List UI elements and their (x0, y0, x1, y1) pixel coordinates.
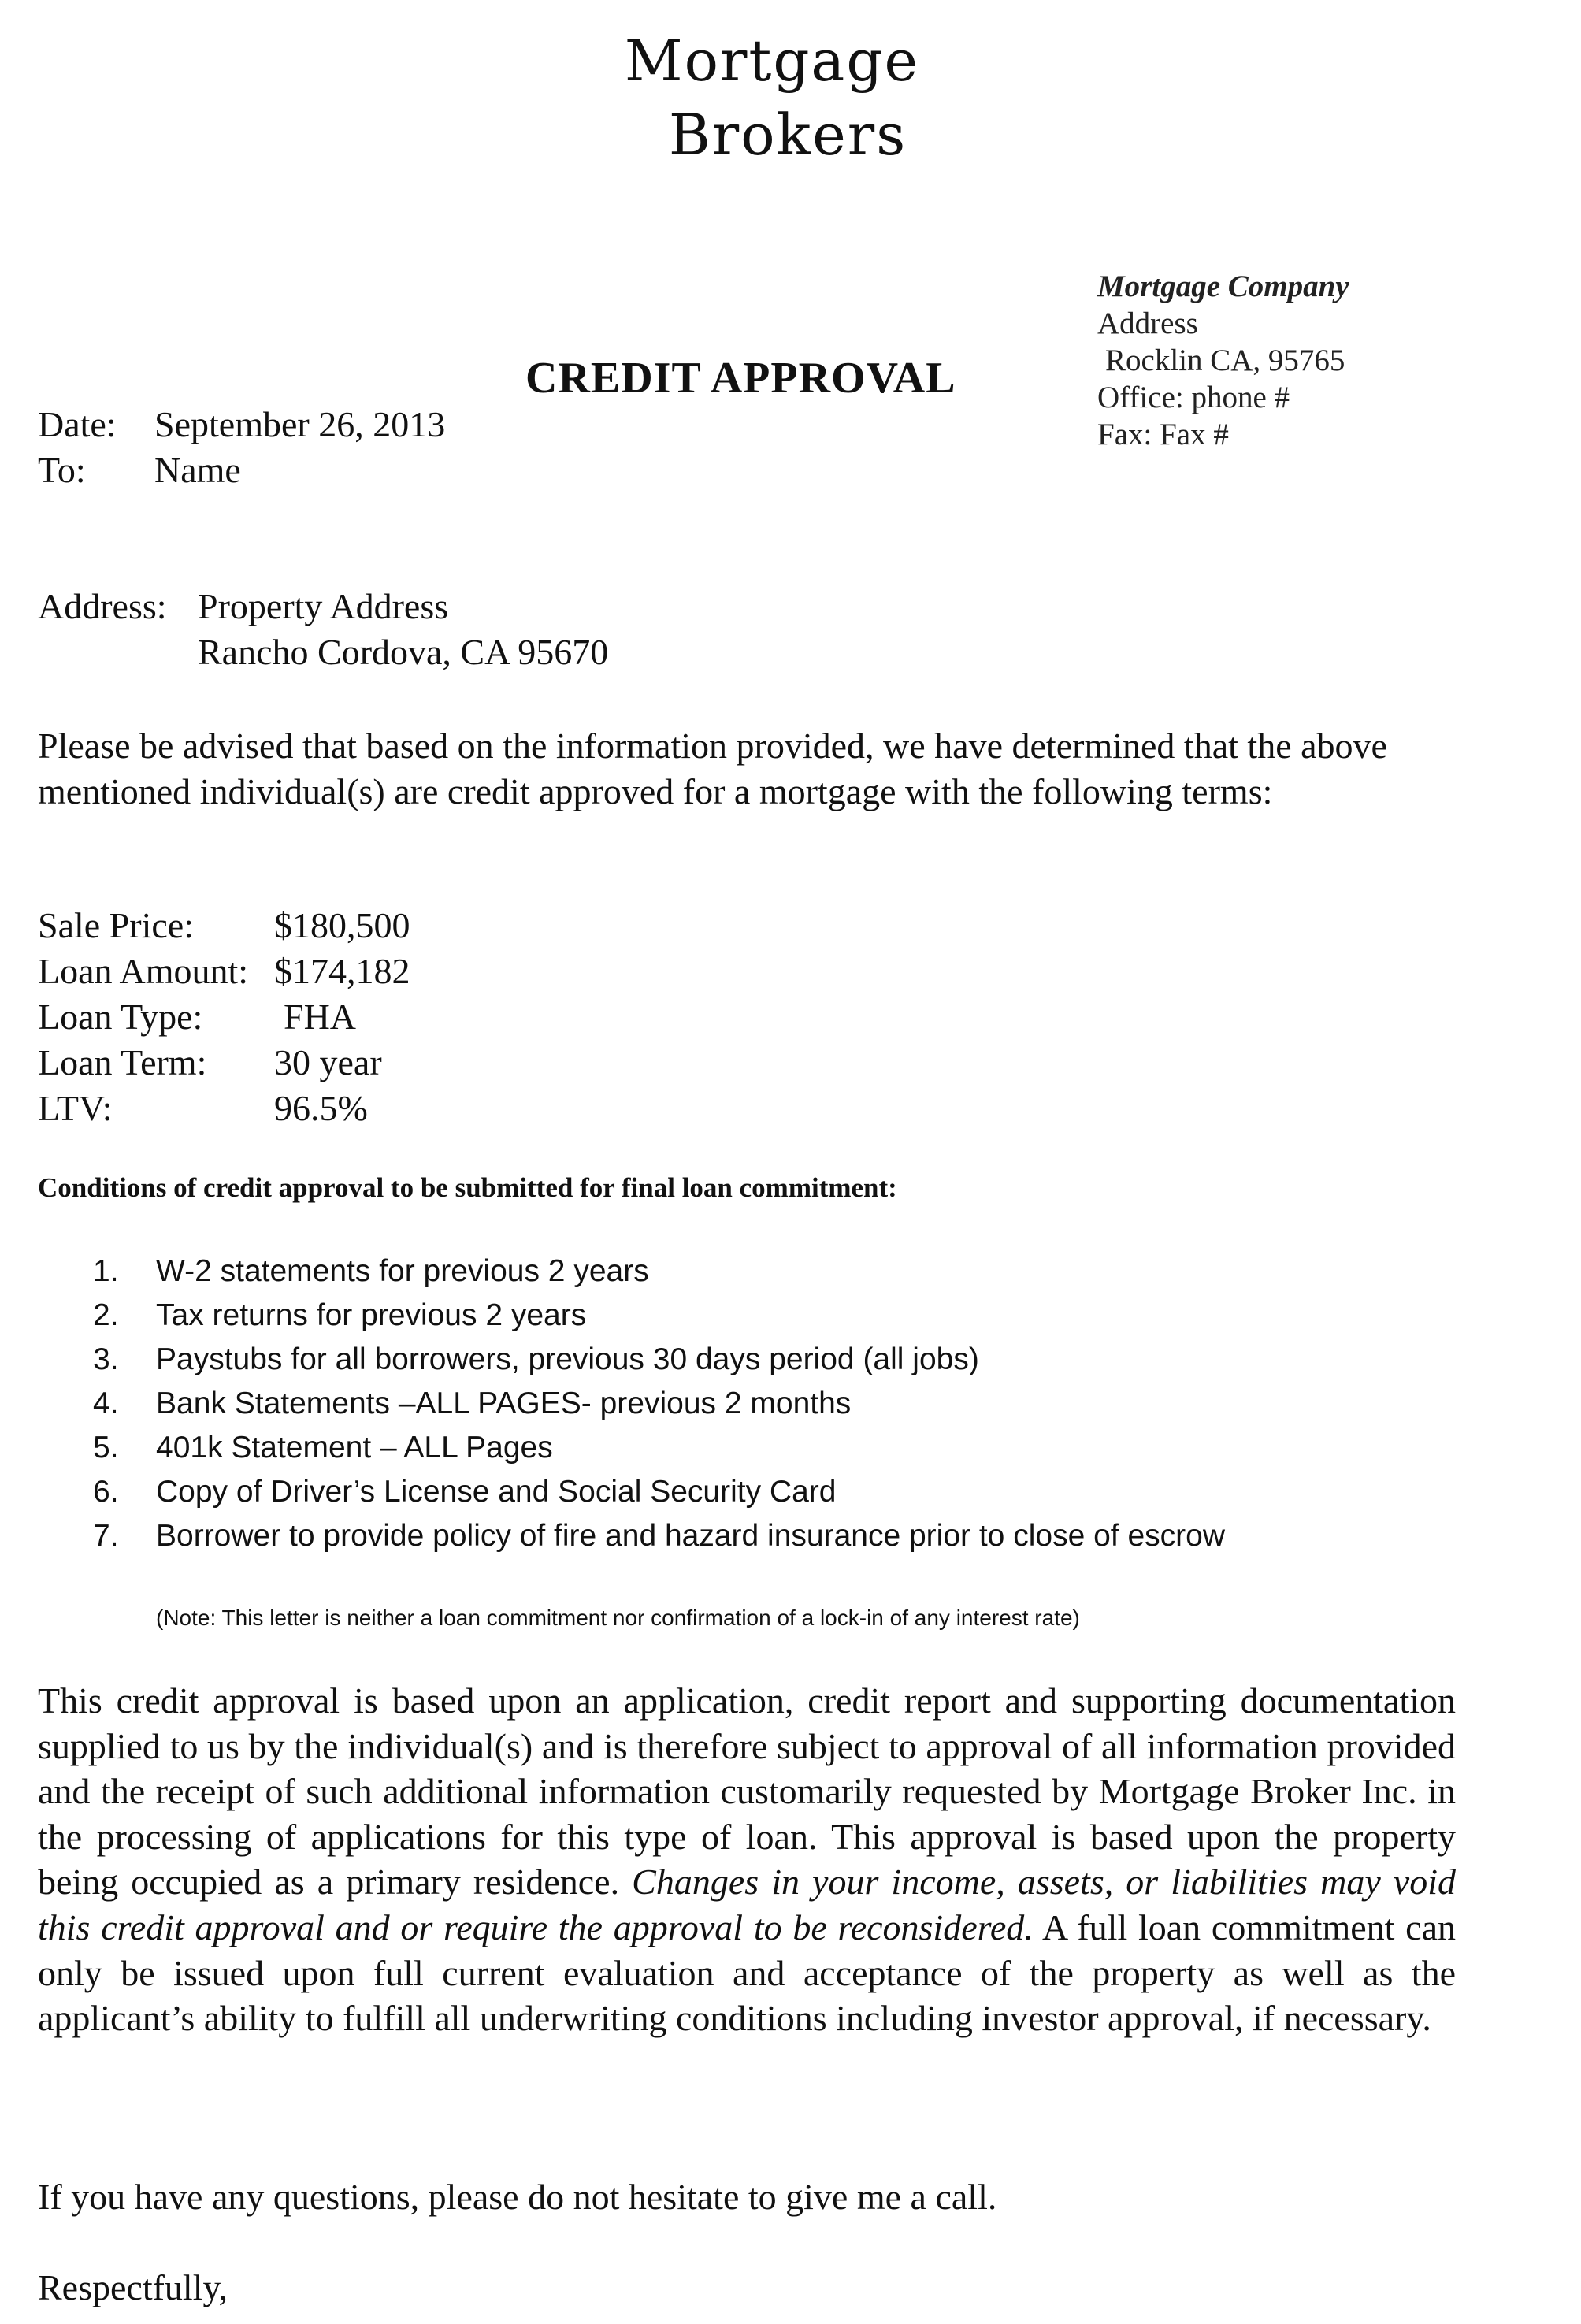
logo-line-1: Mortgage (624, 28, 920, 94)
term-label: LTV: (38, 1088, 113, 1128)
term-label: Sale Price: (38, 905, 194, 945)
company-office-phone: Office: phone # (1097, 381, 1290, 414)
address-line-1: Property Address (198, 586, 449, 626)
document-title: CREDIT APPROVAL (525, 354, 956, 403)
term-value: 96.5% (274, 1088, 368, 1128)
company-fax: Fax: Fax # (1097, 418, 1229, 451)
condition-text: 401k Statement – ALL Pages (156, 1431, 553, 1465)
term-label: Loan Amount: (38, 951, 249, 991)
condition-number: 5. (93, 1431, 119, 1465)
condition-number: 6. (93, 1475, 119, 1509)
condition-number: 1. (93, 1254, 119, 1288)
list-item (93, 1514, 1225, 1558)
term-value: $174,182 (274, 951, 410, 991)
to-value: Name (154, 450, 241, 490)
condition-text: Bank Statements –ALL PAGES- previous 2 months (156, 1387, 852, 1420)
company-name: Mortgage Company (1097, 269, 1349, 303)
address-line-2: Rancho Cordova, CA 95670 (198, 632, 609, 672)
property-address-line-1 (38, 585, 448, 627)
loan-terms (38, 903, 410, 1131)
company-address-block (1097, 268, 1349, 453)
condition-number: 3. (93, 1342, 119, 1376)
disclaimer-note: (Note: This letter is neither a loan commitment nor confirmation of a lock-in of any interest rate) (156, 1606, 1080, 1630)
term-label: Loan Term: (38, 1042, 207, 1082)
term-value: FHA (284, 997, 357, 1037)
to-label: To: (38, 450, 86, 490)
date-value: September 26, 2013 (154, 404, 446, 444)
conditions-list (93, 1249, 1225, 1558)
closing-question: If you have any questions, please do not hesitate to give me a call. (38, 2177, 997, 2217)
condition-text: Copy of Driver’s License and Social Security Card (156, 1475, 837, 1509)
condition-number: 2. (93, 1298, 119, 1332)
date-label: Date: (38, 404, 117, 444)
list-item (93, 1249, 1225, 1294)
company-city: Rocklin CA, 95765 (1105, 343, 1345, 377)
company-address: Address (1097, 306, 1198, 340)
condition-text: Tax returns for previous 2 years (156, 1298, 587, 1332)
term-label: Loan Type: (38, 997, 203, 1037)
company-logo (536, 24, 1008, 172)
term-value: 30 year (274, 1042, 382, 1082)
list-item (93, 1470, 1225, 1514)
to-line (38, 449, 241, 491)
term-row (38, 1040, 410, 1086)
list-item (93, 1426, 1225, 1470)
address-label: Address: (38, 586, 167, 626)
condition-number: 7. (93, 1519, 119, 1553)
approval-terms-paragraph (38, 1678, 1456, 2041)
term-row (38, 1086, 410, 1131)
list-item (93, 1382, 1225, 1426)
conditions-heading: Conditions of credit approval to be submitted for final loan commitment: (38, 1172, 897, 1203)
term-row (38, 949, 410, 994)
date-line (38, 403, 445, 445)
condition-text: W-2 statements for previous 2 years (156, 1254, 649, 1288)
condition-text: Borrower to provide policy of fire and hazard insurance prior to close of escrow (156, 1519, 1225, 1553)
list-item (93, 1294, 1225, 1338)
body-text-part-1: This credit approval is based upon an application, credit report and supporting documentation supplied to us by the individual(s) and is therefore subject to approval of all information provided and the receipt of such additional information customarily requested by Mortgage Broker Inc. in the processing of applications for this type of loan. This approval is based upon the property being occupied as a primary residence. (38, 1680, 1456, 1903)
term-value: $180,500 (274, 905, 410, 945)
condition-number: 4. (93, 1387, 119, 1420)
body-text-italic: Changes in your income, assets, or liabilities may void this credit approval and or require the approval to be reconsidered. (38, 1862, 1456, 1947)
intro-paragraph: Please be advised that based on the information provided, we have determined that the above mentioned individual(s) are credit approved for a mortgage with the following terms: (38, 726, 1387, 811)
term-row (38, 994, 410, 1040)
condition-text: Paystubs for all borrowers, previous 30 days period (all jobs) (156, 1342, 979, 1376)
term-row (38, 903, 410, 949)
signoff: Respectfully, (38, 2267, 228, 2307)
logo-line-2: Brokers (668, 102, 907, 168)
list-item (93, 1338, 1225, 1382)
body-text-part-2: A full loan commitment can only be issued upon full current evaluation and acceptance of the property as well as the applicant’s ability to fulfill all underwriting conditions including investor approval, if necessary. (38, 1906, 1457, 2039)
